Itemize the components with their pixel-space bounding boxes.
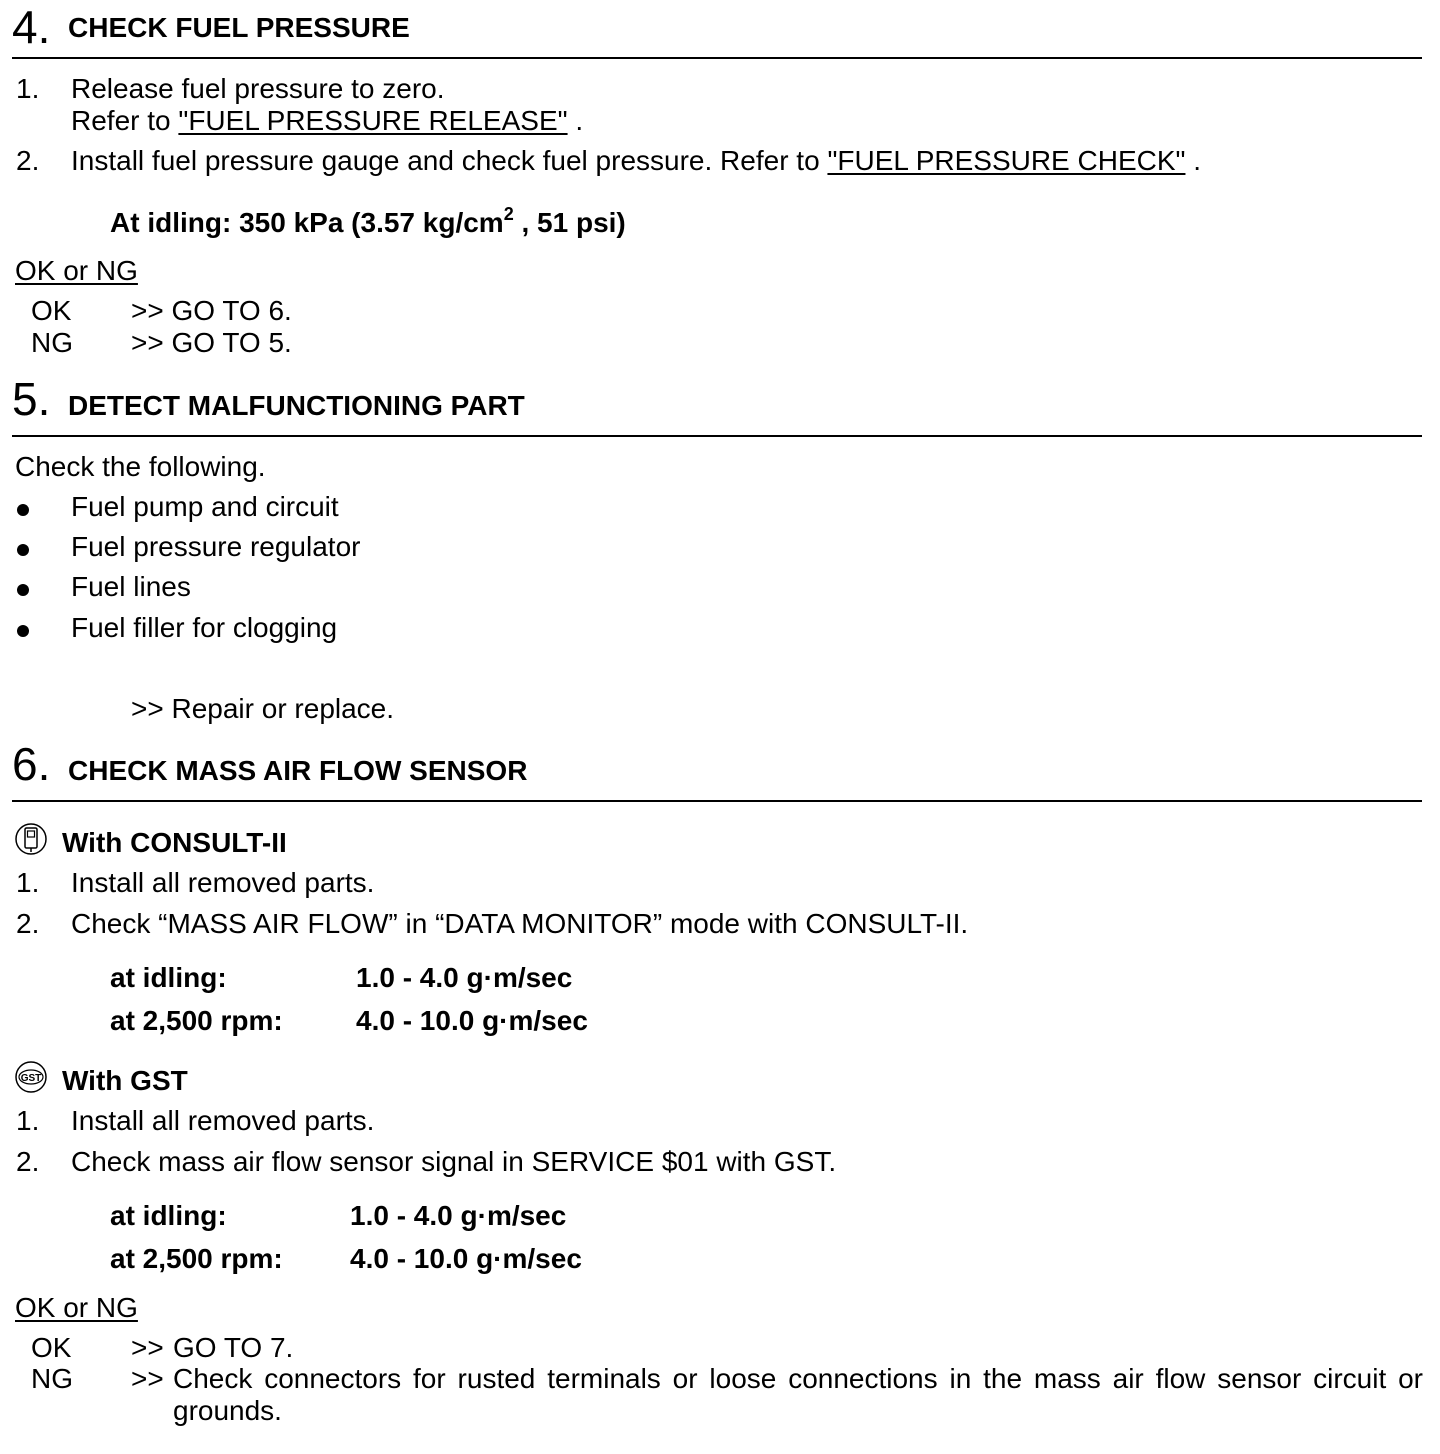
step-5-number: 5. — [12, 373, 51, 425]
list-item-text: Release fuel pressure to zero. — [71, 73, 445, 104]
spec-value: 1.0 - 4.0 g·m/sec — [356, 962, 573, 993]
spec-superscript: 2 — [503, 204, 514, 224]
list-item-text: Check “MASS AIR FLOW” in “DATA MONITOR” mode with CONSULT-II. — [71, 908, 969, 939]
bullet-icon — [17, 504, 29, 516]
result-action-prefix: >> — [131, 1363, 164, 1394]
ok-ng-heading: OK or NG — [15, 1292, 138, 1323]
list-item-number: 1. — [16, 73, 40, 104]
bullet-icon — [17, 584, 29, 596]
gst-heading: With GST — [62, 1065, 188, 1096]
spec-label: at 2,500 rpm: — [110, 1243, 283, 1274]
bullet-item: Fuel lines — [71, 571, 191, 602]
gst-icon — [14, 1060, 48, 1094]
step-6-number: 6. — [12, 738, 51, 790]
result-action-prefix: >> — [131, 1332, 164, 1363]
bullet-icon — [17, 544, 29, 556]
bullet-icon — [17, 625, 29, 637]
step-6-divider — [12, 800, 1422, 802]
check-intro: Check the following. — [15, 451, 266, 482]
spec-value: 4.0 - 10.0 g·m/sec — [350, 1243, 582, 1274]
list-item-text — [71, 145, 1201, 177]
spec-label: at 2,500 rpm: — [110, 1005, 283, 1036]
consult-ii-icon — [14, 822, 48, 856]
spec-value: 1.0 - 4.0 g·m/sec — [350, 1200, 567, 1231]
step-5-title: DETECT MALFUNCTIONING PART — [68, 390, 525, 421]
refer-suffix: . — [1185, 145, 1202, 176]
list-item-text: Install all removed parts. — [71, 867, 375, 898]
step-6-title: CHECK MASS AIR FLOW SENSOR — [68, 755, 528, 786]
list-item-text: Check mass air flow sensor signal in SERVICE $01 with GST. — [71, 1146, 837, 1177]
list-item-number: 1. — [16, 867, 40, 898]
bullet-item: Fuel pump and circuit — [71, 491, 339, 522]
spec-label: at idling: — [110, 1200, 227, 1231]
step-4-number: 4. — [12, 1, 51, 53]
spec-value: 4.0 - 10.0 g·m/sec — [356, 1005, 588, 1036]
refer-line — [71, 105, 583, 137]
list-item-text: Install all removed parts. — [71, 1105, 375, 1136]
step-5-divider — [12, 435, 1422, 437]
bullet-item: Fuel filler for clogging — [71, 612, 338, 643]
step-4-title: CHECK FUEL PRESSURE — [68, 12, 410, 43]
list-item-number: 2. — [16, 1146, 40, 1177]
result-label-ok: OK — [31, 295, 72, 326]
result-action-ok: GO TO 7. — [173, 1332, 294, 1363]
fuel-pressure-spec — [110, 204, 626, 239]
result-label-ok: OK — [31, 1332, 72, 1363]
fuel-pressure-check-link[interactable]: "FUEL PRESSURE CHECK" — [827, 145, 1186, 176]
consult-heading: With CONSULT-II — [62, 827, 287, 858]
result-action-ok: >> GO TO 6. — [131, 295, 292, 326]
install-gauge-text: Install fuel pressure gauge and check fuel pressure. Refer to — [71, 145, 828, 176]
gst-icon-label: GST — [20, 1073, 42, 1084]
spec-suffix: , 51 psi) — [513, 207, 626, 238]
ok-ng-heading: OK or NG — [15, 255, 138, 286]
list-item-number: 2. — [16, 145, 40, 176]
spec-label: at idling: — [110, 962, 227, 993]
result-label-ng: NG — [31, 327, 73, 358]
refer-prefix: Refer to — [71, 105, 179, 136]
list-item-number: 2. — [16, 908, 40, 939]
refer-suffix: . — [567, 105, 584, 136]
result-action-ng: Check connectors for rusted terminals or loose connections in the mass air flow sensor circuit or grounds. — [173, 1363, 1423, 1426]
result-action-ng: >> GO TO 5. — [131, 327, 292, 358]
spec-text: At idling: 350 kPa (3.57 kg/cm — [110, 207, 504, 238]
fuel-pressure-release-link[interactable]: "FUEL PRESSURE RELEASE" — [178, 105, 568, 136]
step-4-divider — [12, 57, 1422, 59]
bullet-item: Fuel pressure regulator — [71, 531, 361, 562]
repair-action: >> Repair or replace. — [131, 693, 395, 724]
result-label-ng: NG — [31, 1363, 73, 1394]
list-item-number: 1. — [16, 1105, 40, 1136]
